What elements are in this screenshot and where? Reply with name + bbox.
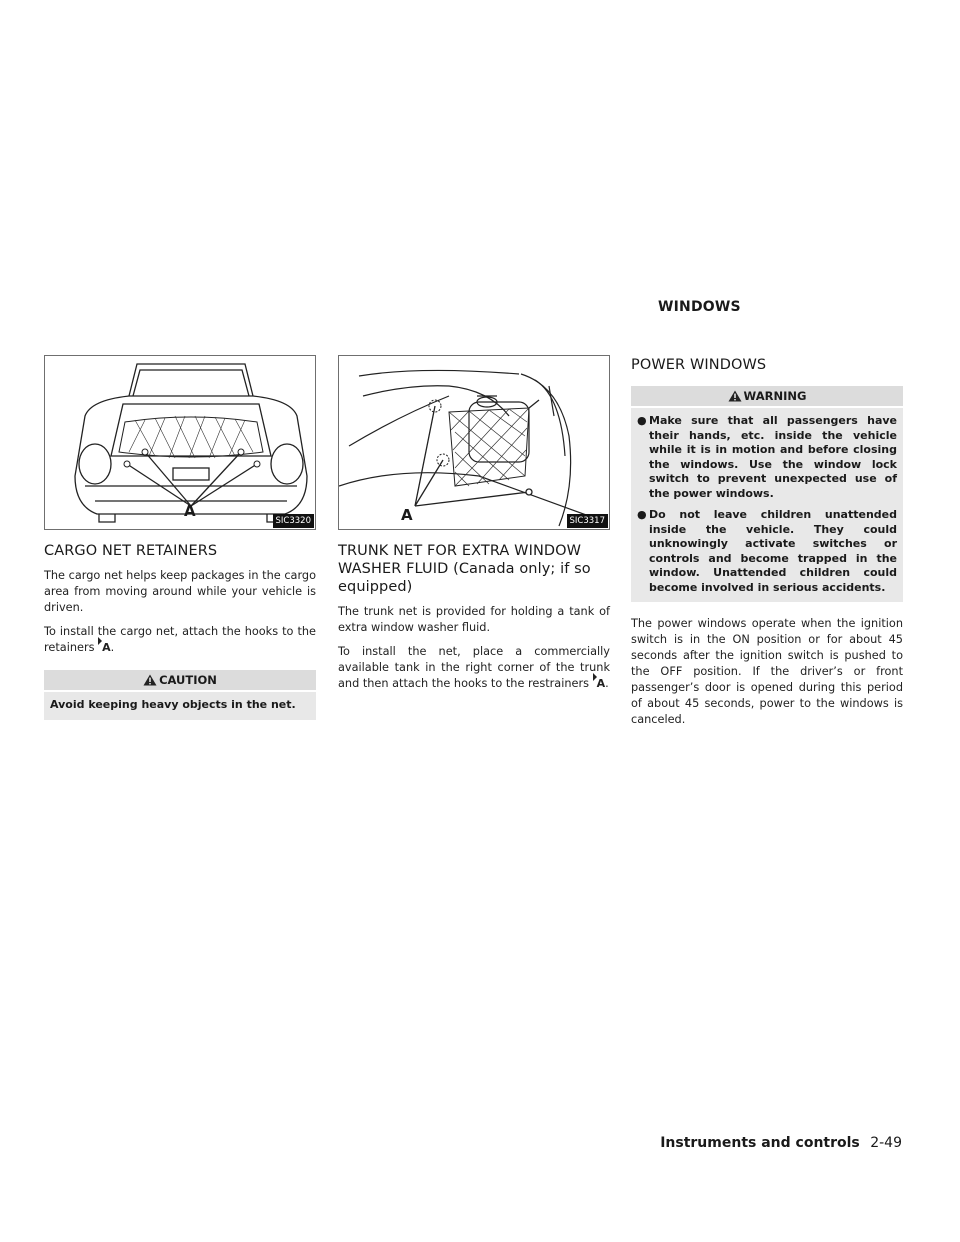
warning-header: WARNING [631, 386, 903, 406]
warning-body [631, 408, 903, 602]
section-header: WINDOWS [658, 299, 741, 315]
para-trunk-net-2: To install the net, place a commercially available tank in the right corner of the trunk and then attach the hooks to the restrainers A. [338, 645, 610, 690]
title-trunk-net: TRUNK NET FOR EXTRA WINDOW WASHER FLUID (Canada only; if so equipped) [338, 543, 591, 595]
callout-a: A [98, 640, 111, 656]
bullet-dot: ● [637, 508, 647, 521]
caution-header: CAUTION [44, 670, 316, 690]
caution-body: Avoid keeping heavy objects in the net. [44, 692, 316, 720]
title-cargo-net: CARGO NET RETAINERS [44, 543, 218, 559]
bullet-dot: ● [637, 414, 647, 427]
para-cargo-net-1: The cargo net helps keep packages in the cargo area from moving around while your vehicle is driven. [44, 569, 316, 614]
callout-a: A [593, 676, 606, 692]
figure-cargo-net [44, 355, 316, 530]
page-footer [660, 1135, 902, 1151]
para-power-windows: The power windows operate when the ignition switch is in the ON position or for about 45 seconds after the ignition switch is pushed to the OFF position. If the driver’s or front passenger’s door is opened during this period of about 45 seconds, power to the windows is canceled. [631, 617, 903, 726]
figure-code: SIC3317 [567, 514, 608, 528]
figure-trunk-net [338, 355, 610, 530]
trunk-net-illustration [339, 356, 609, 529]
callout-a-badge: A [184, 502, 196, 520]
column-trunk-net [338, 355, 610, 700]
warning-bullet: ● Do not leave children unattended inside the vehicle. They could unknowingly activate switches or controls and become trapped in the window. Unattended children could become involved in serious accidents. [637, 508, 897, 594]
warning-icon [728, 390, 742, 402]
chapter-name: Instruments and controls [660, 1135, 860, 1151]
callout-a-badge: A [401, 506, 413, 524]
caution-icon [143, 674, 157, 686]
warning-bullet: ● Make sure that all passengers have their hands, etc. inside the vehicle while it is in motion and before closing the windows. Use the window lock switch to prevent unexpected use of the power windows. [637, 414, 897, 500]
column-power-windows [631, 355, 903, 736]
cargo-net-illustration [45, 356, 315, 529]
figure-code: SIC3320 [273, 514, 314, 528]
title-power-windows: POWER WINDOWS [631, 357, 767, 373]
para-cargo-net-2: To install the cargo net, attach the hooks to the retainers A. [44, 625, 316, 654]
para-trunk-net-1: The trunk net is provided for holding a tank of extra window washer fluid. [338, 605, 610, 634]
column-cargo-net [44, 355, 316, 720]
page-number: 2-49 [870, 1135, 902, 1151]
